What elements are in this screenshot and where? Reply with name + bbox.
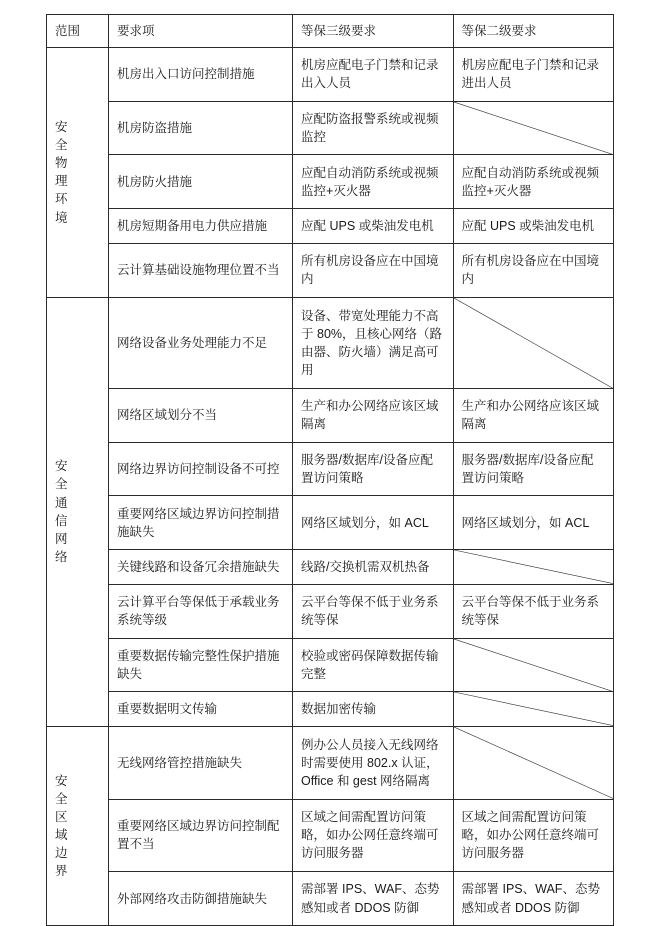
requirement-item-cell: 机房防盗措施 — [109, 101, 293, 155]
table-row — [47, 155, 614, 209]
level2-requirement-cell: 网络区域划分，如 ACL — [453, 496, 613, 550]
requirement-item-cell: 重要网络区域边界访问控制配置不当 — [109, 799, 293, 872]
requirement-item-cell: 关键线路和设备冗余措施缺失 — [109, 550, 293, 585]
level3-requirement-cell: 区域之间需配置访问策略，如办公网任意终端可访问服务器 — [293, 799, 453, 872]
level2-requirement-cell: 生产和办公网络应该区域隔离 — [453, 389, 613, 443]
level3-requirement-cell: 机房应配电子门禁和记录出入人员 — [293, 48, 453, 102]
requirement-item-cell: 网络设备业务处理能力不足 — [109, 297, 293, 389]
diagonal-strike-icon — [454, 550, 613, 584]
level3-requirement-cell: 数据加密传输 — [293, 692, 453, 727]
requirement-item-cell: 云计算平台等保低于承载业务系统等级 — [109, 584, 293, 638]
level2-requirement-cell: 服务器/数据库/设备应配置访问策略 — [453, 442, 613, 496]
level2-not-applicable-cell — [453, 297, 613, 389]
level2-not-applicable-cell — [453, 692, 613, 727]
diagonal-strike-icon — [454, 639, 613, 692]
level2-not-applicable-cell — [453, 550, 613, 585]
level3-requirement-cell: 校验或密码保障数据传输完整 — [293, 638, 453, 692]
requirement-item-cell: 机房防火措施 — [109, 155, 293, 209]
level3-requirement-cell: 网络区域划分，如 ACL — [293, 496, 453, 550]
requirement-item-cell: 网络区域划分不当 — [109, 389, 293, 443]
level3-requirement-cell: 所有机房设备应在中国境内 — [293, 243, 453, 297]
scope-cell: 安 全 区 域 边 界 — [47, 726, 109, 925]
level2-requirement-cell: 区域之间需配置访问策略，如办公网任意终端可访问服务器 — [453, 799, 613, 872]
level3-requirement-cell: 生产和办公网络应该区域隔离 — [293, 389, 453, 443]
table-row — [47, 48, 614, 102]
table-header-row — [47, 15, 614, 48]
level2-requirement-cell: 云平台等保不低于业务系统等保 — [453, 584, 613, 638]
table-row — [47, 496, 614, 550]
level2-requirement-cell: 机房应配电子门禁和记录进出人员 — [453, 48, 613, 102]
requirement-item-cell: 重要数据传输完整性保护措施缺失 — [109, 638, 293, 692]
level2-not-applicable-cell — [453, 101, 613, 155]
table-row — [47, 550, 614, 585]
column-header-level2: 等保二级要求 — [453, 15, 613, 48]
requirement-item-cell: 机房短期备用电力供应措施 — [109, 209, 293, 244]
diagonal-strike-icon — [454, 298, 613, 389]
level2-requirement-cell: 需部署 IPS、WAF、态势感知或者 DDOS 防御 — [453, 872, 613, 926]
level2-not-applicable-cell — [453, 638, 613, 692]
level3-requirement-cell: 应配 UPS 或柴油发电机 — [293, 209, 453, 244]
level3-requirement-cell: 应配防盗报警系统或视频监控 — [293, 101, 453, 155]
column-header-scope: 范围 — [47, 15, 109, 48]
scope-cell: 安 全 物 理 环 境 — [47, 48, 109, 297]
level3-requirement-cell: 云平台等保不低于业务系统等保 — [293, 584, 453, 638]
scope-cell: 安 全 通 信 网 络 — [47, 297, 109, 726]
table-row — [47, 584, 614, 638]
table-row — [47, 243, 614, 297]
requirement-item-cell: 外部网络攻击防御措施缺失 — [109, 872, 293, 926]
level3-requirement-cell: 设备、带宽处理能力不高于 80%，且核心网络（路由器、防火墙）满足高可用 — [293, 297, 453, 389]
level3-requirement-cell: 线路/交换机需双机热备 — [293, 550, 453, 585]
table-row — [47, 209, 614, 244]
level2-requirement-cell: 所有机房设备应在中国境内 — [453, 243, 613, 297]
level2-requirement-cell: 应配 UPS 或柴油发电机 — [453, 209, 613, 244]
table-body — [47, 48, 614, 926]
requirement-item-cell: 无线网络管控措施缺失 — [109, 726, 293, 799]
requirement-item-cell: 重要网络区域边界访问控制措施缺失 — [109, 496, 293, 550]
table-row — [47, 297, 614, 389]
column-header-item: 要求项 — [109, 15, 293, 48]
requirement-item-cell: 网络边界访问控制设备不可控 — [109, 442, 293, 496]
table-header — [47, 15, 614, 48]
table-row — [47, 692, 614, 727]
diagonal-strike-icon — [454, 692, 613, 726]
table-row — [47, 442, 614, 496]
requirement-item-cell: 机房出入口访问控制措施 — [109, 48, 293, 102]
compliance-requirements-table — [46, 14, 614, 926]
table-row — [47, 101, 614, 155]
level2-not-applicable-cell — [453, 726, 613, 799]
column-header-level3: 等保三级要求 — [293, 15, 453, 48]
table-row — [47, 799, 614, 872]
diagonal-strike-icon — [454, 727, 613, 799]
level2-requirement-cell: 应配自动消防系统或视频监控+灭火器 — [453, 155, 613, 209]
requirement-item-cell: 云计算基础设施物理位置不当 — [109, 243, 293, 297]
requirement-item-cell: 重要数据明文传输 — [109, 692, 293, 727]
level3-requirement-cell: 应配自动消防系统或视频监控+灭火器 — [293, 155, 453, 209]
level3-requirement-cell: 例办公人员接入无线网络时需要使用 802.x 认证，Office 和 gest 网络隔离 — [293, 726, 453, 799]
table-row — [47, 726, 614, 799]
level3-requirement-cell: 需部署 IPS、WAF、态势感知或者 DDOS 防御 — [293, 872, 453, 926]
diagonal-strike-icon — [454, 102, 613, 155]
table-row — [47, 638, 614, 692]
level3-requirement-cell: 服务器/数据库/设备应配置访问策略 — [293, 442, 453, 496]
table-row — [47, 872, 614, 926]
table-row — [47, 389, 614, 443]
